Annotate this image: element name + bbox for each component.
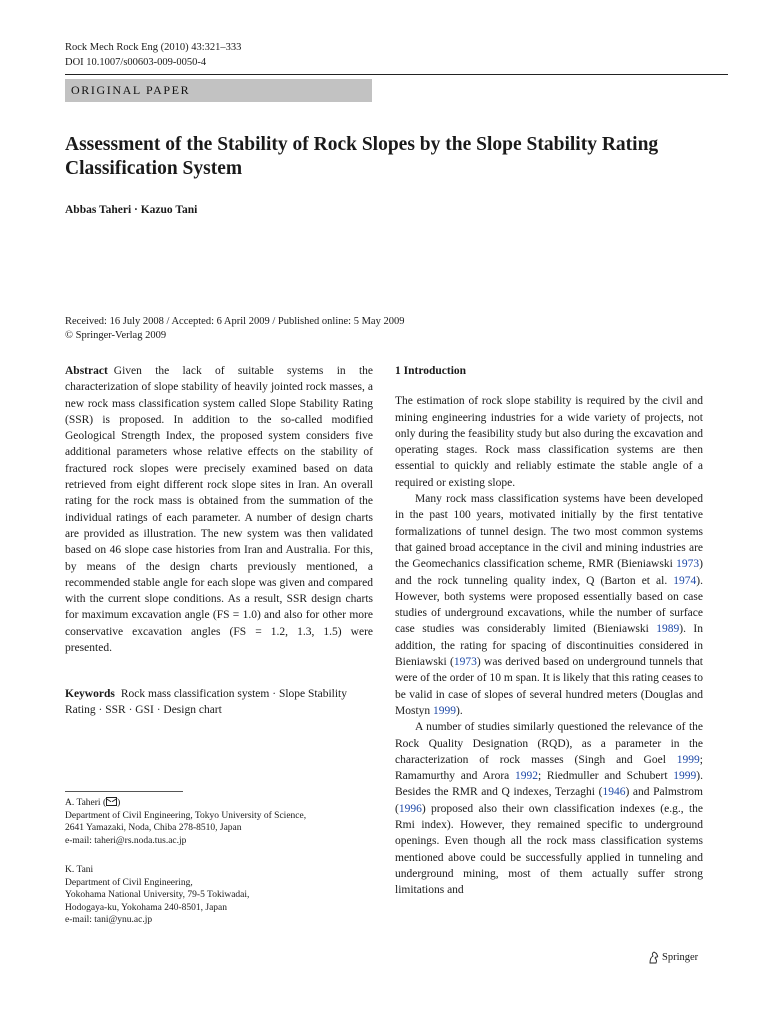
citation-link[interactable]: 1999 bbox=[433, 704, 457, 717]
author1-line: A. Taheri ( ) bbox=[65, 798, 121, 808]
introduction-section bbox=[395, 363, 703, 899]
abstract-heading: Abstract bbox=[65, 365, 108, 377]
abstract bbox=[65, 363, 373, 656]
author2-email[interactable]: e-mail: tani@ynu.ac.jp bbox=[65, 915, 153, 925]
abstract-text: Given the lack of suitable systems in the characterization of slope stability of heavily jointed rock masses, a new rock mass classification system called Slope Stability Rating (SSR) is proposed. In addition to the so-called modified Geological Strength Index, the proposed system considers five additional parameters whose relative effects on the stability of fractured rock slopes were precisely examined based on data retrieved from eight different rock slope sites in Iran. An overall rating for the rock mass is obtained from the summation of the individual ratings of each parameter. A number of design charts are provided as illustration. The new system was then validated based on 46 slope case histories from Iran and Australia. For this, by means of the design charts previously mentioned, a recommended stable angle for each slope was given and compared with the current slope conditions. As a result, SSR design charts for maximum excavation angle (FS = 1.0) and also for other more conservative excavation angles (FS = 1.2, 1.3, 1.5) were presented. bbox=[65, 365, 373, 655]
author-list: Abbas Taheri · Kazuo Tani bbox=[65, 204, 198, 216]
springer-horse-icon bbox=[648, 951, 659, 964]
citation-link[interactable]: 1999 bbox=[673, 770, 697, 783]
intro-paragraph-2: Many rock mass classification systems have been developed in the past 100 years, motivated initially by the first tentative formalizations of tunnel design. The two most common systems that gained broad acceptance in the civil and mining industries are the Geomechanics classification scheme, RMR (Bieniawski 1973) and the rock tunneling quality index, Q (Barton et al. 1974). However, both systems were proposed essentially based on case studies of underground excavations, while the number of surface case studies was considerably limited (Bieniawski 1989). In addition, the rating for spacing of discontinuities considered in Bieniawski (1973) was derived based on underground tunnels that were of the order of 10 m span. It is likely that this rating ceases to be valid in case of slopes of several hundred meters (Douglas and Mostyn 1999). bbox=[395, 493, 703, 717]
journal-citation: Rock Mech Rock Eng (2010) 43:321–333 bbox=[65, 42, 242, 53]
citation-link[interactable]: 1996 bbox=[398, 802, 422, 815]
paper-title: Assessment of the Stability of Rock Slopes by the Slope Stability Rating Classification System bbox=[65, 134, 659, 179]
keywords bbox=[65, 686, 373, 719]
author1-dept: Department of Civil Engineering, Tokyo University of Science, bbox=[65, 810, 307, 821]
author1-address: 2641 Yamazaki, Noda, Chiba 278-8510, Japan bbox=[65, 823, 242, 833]
history-dates: Received: 16 July 2008 / Accepted: 6 April 2009 / Published online: 5 May 2009 bbox=[65, 316, 405, 327]
footnote-rule bbox=[65, 791, 183, 792]
section-heading: 1 Introduction bbox=[395, 365, 467, 377]
envelope-icon[interactable] bbox=[106, 797, 117, 806]
affiliation-tani bbox=[65, 864, 373, 927]
keywords-text: Rock mass classification system · Slope Stability Rating · SSR · GSI · Design chart bbox=[65, 688, 347, 717]
citation-link[interactable]: 1946 bbox=[602, 786, 626, 799]
publication-dates bbox=[65, 315, 404, 343]
publisher-name: Springer bbox=[662, 952, 699, 963]
copyright: © Springer-Verlag 2009 bbox=[65, 330, 167, 341]
author2-address: Hodogaya-ku, Yokohama 240-8501, Japan bbox=[65, 902, 228, 913]
intro-paragraph-1: The estimation of rock slope stability is required by the civil and mining engineering industries for a wide variety of projects, not only during the feasibility study but also during the excavation and operating stages. Rock mass classification systems are then essential to quickly and reliably estimate the stable angle of a required or existing slope. bbox=[395, 395, 703, 489]
citation-link[interactable]: 1992 bbox=[514, 770, 538, 783]
citation-link[interactable]: 1973 bbox=[453, 656, 477, 669]
author1-email[interactable]: e-mail: taheri@rs.noda.tus.ac.jp bbox=[65, 835, 187, 846]
author2-university: Yokohama National University, 79-5 Tokiwadai, bbox=[65, 890, 250, 900]
article-type-banner: ORIGINAL PAPER bbox=[65, 79, 372, 102]
journal-doi[interactable]: DOI 10.1007/s00603-009-0050-4 bbox=[65, 57, 207, 68]
keywords-heading: Keywords bbox=[65, 688, 115, 700]
header-rule bbox=[65, 74, 728, 75]
citation-link[interactable]: 1999 bbox=[676, 753, 700, 766]
journal-header bbox=[65, 40, 241, 70]
publisher-logo bbox=[648, 951, 698, 964]
citation-link[interactable]: 1974 bbox=[673, 574, 697, 587]
author2-name: K. Tani bbox=[65, 865, 94, 875]
intro-paragraph-3: A number of studies similarly questioned the relevance of the Rock Quality Designation (RQD), as a parameter in the characterization of rock masses (Singh and Goel 1999; Ramamurthy and Arora 1992; Riedmuller and Schubert 1999). Besides the RMR and Q indexes, Terzaghi (1946) and Palmstrom (1996) proposed also their own classification indexes (e.g., the Rmi index). However, they remained specific to underground openings. Even though all the rock mass classification systems mentioned above could be successfully applied in tunneling and underground mining, most of them actually suffer strong limitations and bbox=[395, 721, 703, 897]
author2-dept: Department of Civil Engineering, bbox=[65, 877, 193, 888]
citation-link[interactable]: 1973 bbox=[676, 558, 700, 571]
citation-link[interactable]: 1989 bbox=[656, 623, 680, 636]
affiliation-taheri bbox=[65, 797, 373, 847]
